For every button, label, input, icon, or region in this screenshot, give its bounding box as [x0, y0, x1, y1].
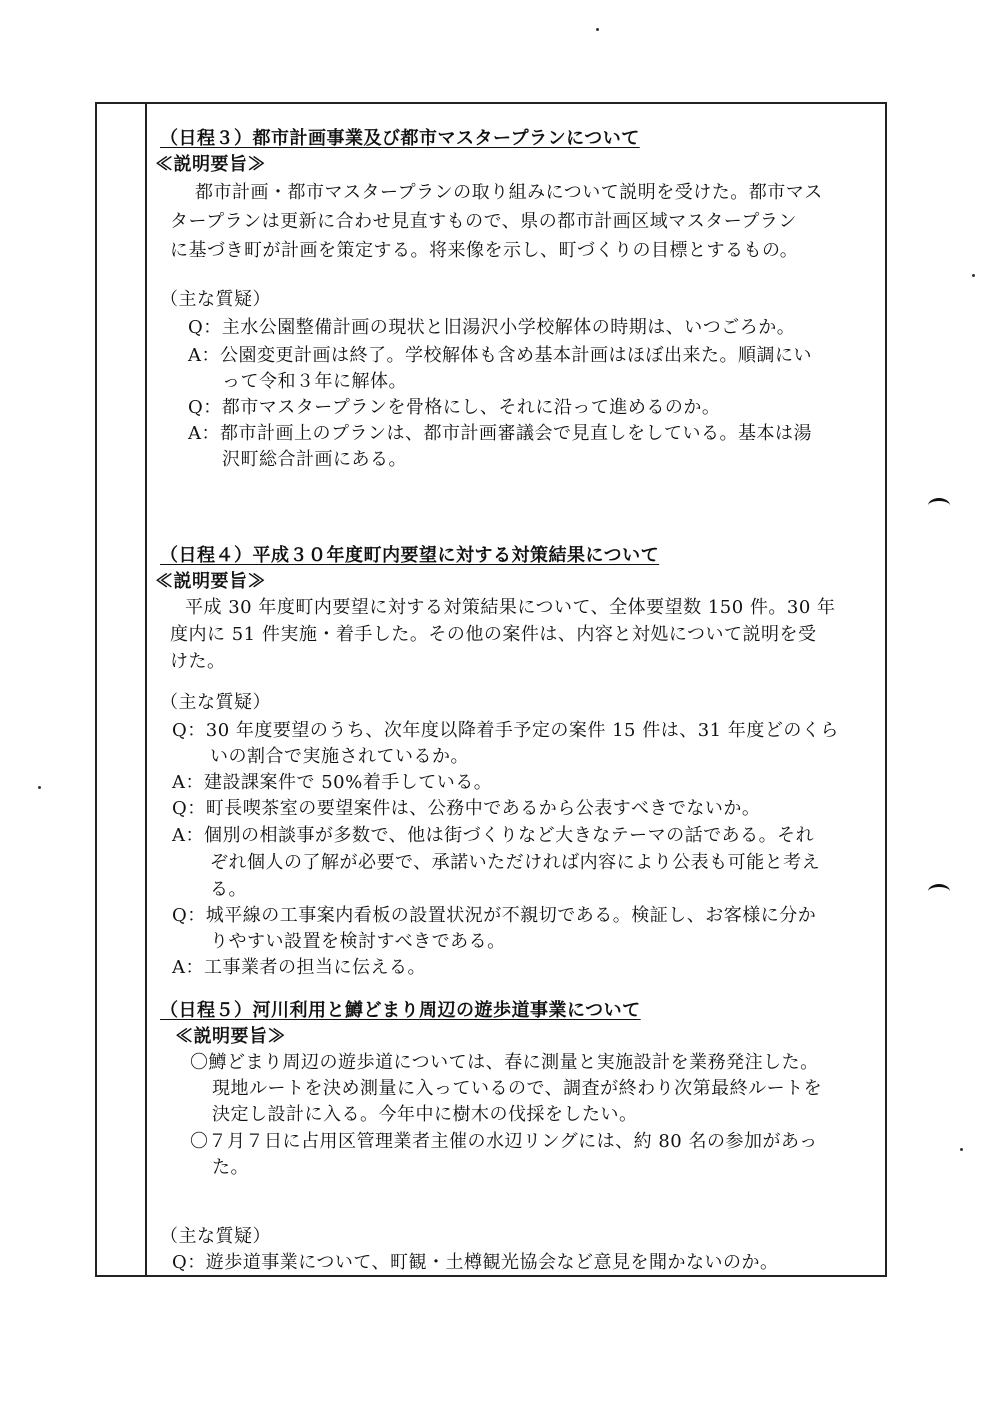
section4-summary-label: ≪説明要旨≫ — [155, 571, 266, 592]
scan-speck — [38, 786, 41, 789]
section3-qa-line: って令和３年に解体。 — [222, 371, 407, 392]
section4-summary-line: 度内に 51 件実施・着手した。その他の案件は、内容と対処について説明を受 — [170, 624, 817, 645]
section3-qa-line: A：公園変更計画は終了。学校解体も含め基本計画はほぼ出来た。順調にい — [188, 345, 812, 366]
section5-summary-label: ≪説明要旨≫ — [175, 1026, 286, 1047]
section4-qa-line: いの割合で実施されているか。 — [210, 746, 469, 767]
section3-qa-label: （主な質疑） — [160, 289, 271, 310]
section4-qa-line: A：建設課案件で 50%着手している。 — [172, 772, 493, 793]
section4-summary-line: 平成 30 年度町内要望に対する対策結果について、全体要望数 150 件。30 年 — [185, 597, 836, 618]
section5-summary-line: 〇７月７日に占用区管理業者主催の水辺リングには、約 80 名の参加があっ — [190, 1131, 818, 1152]
section4-qa-line: りやすい設置を検討すべきである。 — [210, 931, 506, 952]
section5-qa-line: Q：遊歩道事業について、町観・土樽観光協会など意見を聞かないのか。 — [172, 1252, 779, 1273]
section5-summary-line: た。 — [212, 1157, 249, 1178]
section4-qa-line: Q：30 年度要望のうち、次年度以降着手予定の案件 15 件は、31 年度どのくら — [172, 720, 839, 741]
section3-qa-line: 沢町総合計画にある。 — [222, 449, 407, 470]
section4-qa-label: （主な質疑） — [160, 692, 271, 713]
scan-speck — [596, 28, 599, 31]
section5-qa-label: （主な質疑） — [160, 1226, 271, 1247]
margin-divider — [145, 102, 147, 1277]
section5-summary-line: 決定し設計に入る。今年中に樹木の伐採をしたい。 — [212, 1104, 638, 1125]
section4-qa-line: A：工事業者の担当に伝える。 — [172, 957, 426, 978]
section4-qa-line: A：個別の相談事が多数で、他は街づくりなど大きなテーマの話である。それ — [172, 825, 815, 846]
section4-qa-line: ぞれ個人の了解が必要で、承諾いただければ内容により公表も可能と考え — [210, 852, 821, 873]
section4-qa-line: Q：町長喫茶室の要望案件は、公務中であるから公表すべきでないか。 — [172, 798, 761, 819]
section4-qa-line: Q：城平線の工事案内看板の設置状況が不親切である。検証し、お客様に分か — [172, 905, 817, 926]
scan-speck — [972, 274, 975, 277]
section3-summary-line: 都市計画・都市マスタープランの取り組みについて説明を受けた。都市マス — [195, 182, 823, 203]
scan-speck — [960, 1148, 963, 1151]
section4-qa-line: る。 — [210, 879, 247, 900]
binder-hole-mark — [928, 884, 950, 899]
section5-summary-line: 〇鱒どまり周辺の遊歩道については、春に測量と実施設計を業務発注した。 — [190, 1052, 819, 1073]
section5-heading: （日程５）河川利用と鱒どまり周辺の遊歩道事業について — [160, 1000, 641, 1021]
section3-summary-line: タープランは更新に合わせ見直すもので、県の都市計画区域マスタープラン — [170, 211, 797, 232]
section3-summary-line: に基づき町が計画を策定する。将来像を示し、町づくりの目標とするもの。 — [170, 240, 799, 261]
section3-summary-label: ≪説明要旨≫ — [155, 154, 266, 175]
section4-summary-line: けた。 — [170, 651, 226, 672]
section3-qa-line: A：都市計画上のプランは、都市計画審議会で見直しをしている。基本は湯 — [188, 423, 812, 444]
section3-qa-line: Q：主水公園整備計画の現状と旧湯沢小学校解体の時期は、いつごろか。 — [188, 317, 796, 338]
section3-qa-line: Q：都市マスタープランを骨格にし、それに沿って進めるのか。 — [188, 397, 721, 418]
section4-heading: （日程４）平成３０年度町内要望に対する対策結果について — [160, 545, 660, 566]
document-frame — [95, 102, 887, 1277]
binder-hole-mark — [928, 498, 950, 513]
section3-heading: （日程３）都市計画事業及び都市マスタープランについて — [160, 128, 640, 149]
section5-summary-line: 現地ルートを決め測量に入っているので、調査が終わり次第最終ルートを — [212, 1078, 823, 1099]
